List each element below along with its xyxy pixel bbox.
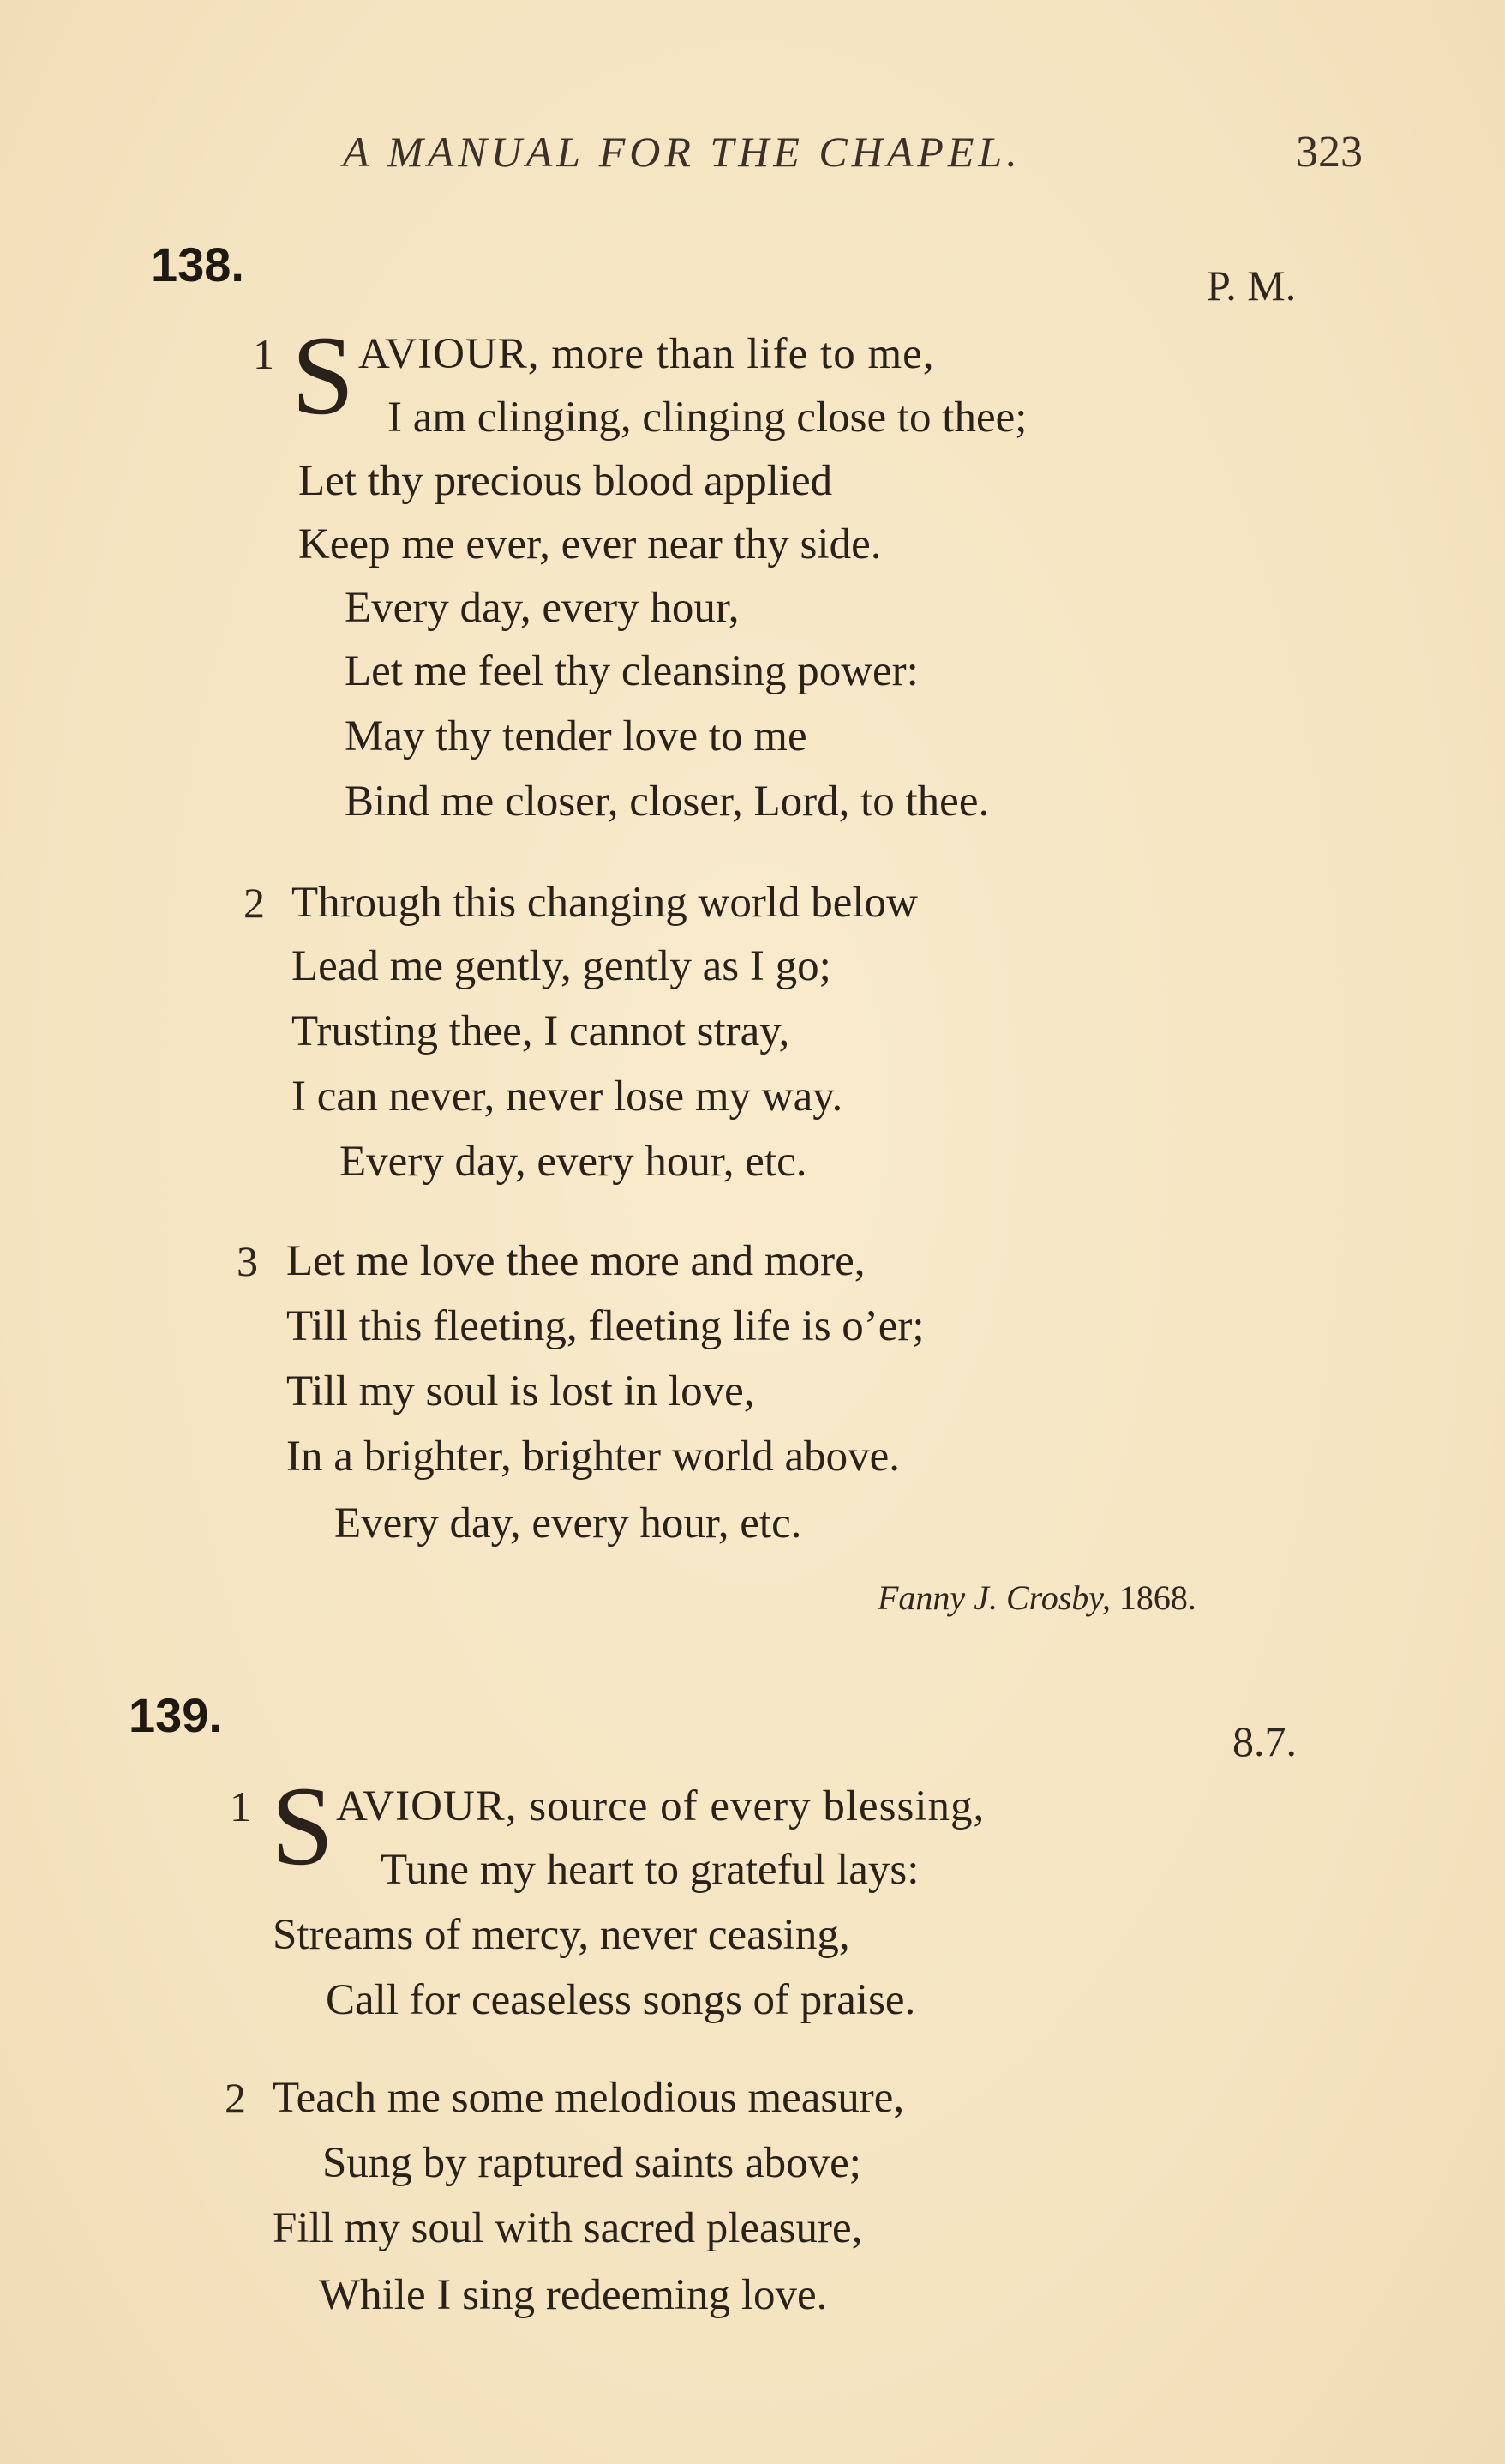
hymn-138-verse-3-line-3: Till my soul is lost in love,	[286, 1367, 755, 1415]
hymn-number-138: 138.	[151, 237, 244, 291]
hymn-138-verse-1-line-4: Keep me ever, ever near thy side.	[298, 520, 882, 568]
hymn-138-verse-1-line-3: Let thy precious blood applied	[298, 457, 833, 505]
hymn-138-verse-2-number: 2	[243, 879, 265, 927]
hymn-138-verse-2-line-2: Lead me gently, gently as I go;	[291, 942, 831, 990]
hymn-139-verse-2-line-2: Sung by raptured saints above;	[322, 2139, 861, 2187]
hymn-139-verse-2-line-3: Fill my soul with sacred pleasure,	[273, 2204, 863, 2252]
hymn-139-drop-cap: S	[271, 1763, 334, 1889]
hymn-138-verse-1-line-2: I am clinging, clinging close to thee;	[387, 394, 1028, 442]
hymn-138-verse-1-line-7: May thy tender love to me	[345, 712, 807, 760]
hymn-139-verse-2-number: 2	[225, 2074, 246, 2122]
hymn-139-meter: 8.7.	[1232, 1717, 1297, 1765]
hymn-138-verse-1-line-1: AVIOUR, more than life to me,	[358, 330, 935, 378]
hymn-138-drop-cap: S	[291, 312, 355, 438]
hymn-138-verse-3-line-1: Let me love thee more and more,	[286, 1237, 866, 1285]
hymn-138-verse-1-line-8: Bind me closer, closer, Lord, to thee.	[345, 778, 990, 826]
hymn-139-verse-1-line-1: AVIOUR, source of every blessing,	[336, 1782, 986, 1830]
hymn-138-meter: P. M.	[1207, 261, 1297, 310]
hymn-138-verse-3-number: 3	[237, 1237, 258, 1285]
running-title: A MANUAL FOR THE CHAPEL.	[343, 128, 1022, 176]
hymn-138-author: Fanny J. Crosby,	[878, 1578, 1111, 1617]
hymn-139-verse-2-line-1: Teach me some melodious measure,	[273, 2074, 905, 2122]
hymn-138-verse-3-line-5: Every day, every hour, etc.	[334, 1499, 802, 1548]
hymn-138-verse-2-line-5: Every day, every hour, etc.	[339, 1138, 807, 1186]
page-number: 323	[1296, 128, 1363, 177]
hymn-139-verse-2-line-4: While I sing redeeming love.	[319, 2271, 828, 2319]
hymn-138-attribution	[878, 1578, 1196, 1618]
hymn-138-verse-3-line-4: In a brighter, brighter world above.	[286, 1433, 900, 1481]
hymn-number-139: 139.	[129, 1688, 222, 1742]
hymn-138-verse-1-number: 1	[253, 330, 274, 378]
hymn-138-verse-2-line-1: Through this changing world below	[291, 879, 918, 927]
hymn-138-verse-3-line-2: Till this fleeting, fleeting life is o’er;	[286, 1302, 925, 1350]
hymn-139-verse-1-number: 1	[230, 1782, 251, 1830]
hymn-139-verse-1-line-2: Tune my heart to grateful lays:	[381, 1846, 920, 1894]
hymn-139-verse-1-line-4: Call for ceaseless songs of praise.	[326, 1976, 916, 2024]
hymn-138-year: 1868.	[1118, 1578, 1196, 1617]
hymn-138-verse-1-line-5: Every day, every hour,	[345, 584, 740, 632]
hymn-138-verse-2-line-3: Trusting thee, I cannot stray,	[291, 1007, 790, 1055]
hymn-138-verse-2-line-4: I can never, never lose my way.	[291, 1073, 843, 1121]
hymn-139-verse-1-line-3: Streams of mercy, never ceasing,	[273, 1911, 850, 1959]
hymn-138-verse-1-line-6: Let me feel thy cleansing power:	[345, 647, 919, 695]
